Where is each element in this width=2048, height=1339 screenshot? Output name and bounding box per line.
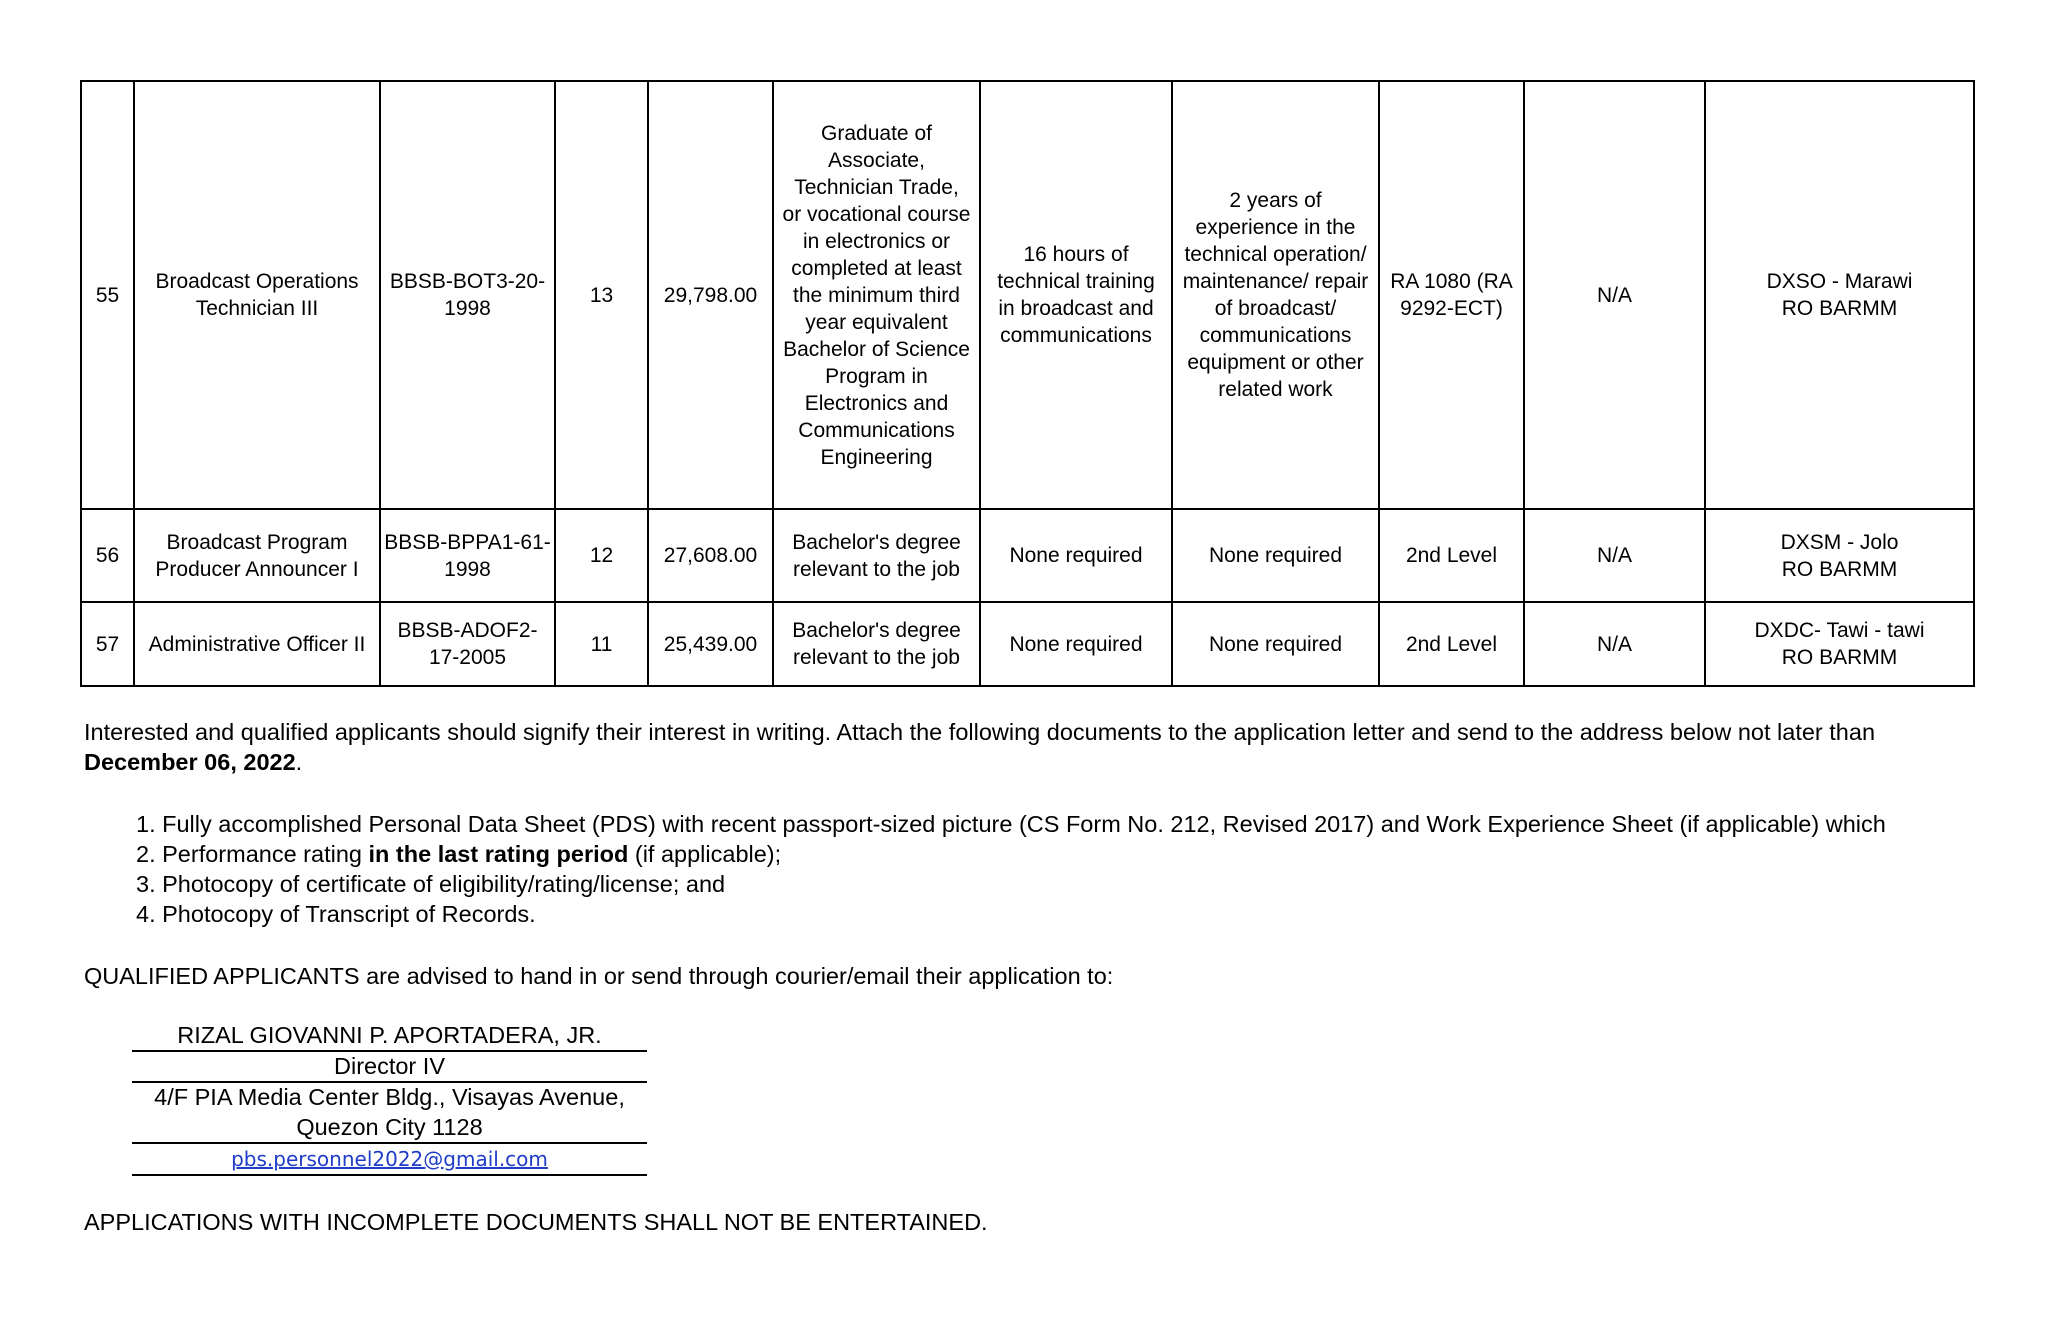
competency: N/A [1524,602,1705,686]
place-of-assignment: DXSO - Marawi RO BARMM [1705,81,1974,509]
deadline-period: . [295,749,303,775]
monthly-salary: 25,439.00 [648,602,773,686]
training-requirement: None required [980,509,1172,602]
list-item: 3. Photocopy of certificate of eligibility/rating/license; and [136,871,726,897]
contact-address [132,1082,647,1144]
application-instructions [84,717,1875,777]
table-row [81,602,1974,686]
contact-name [132,1020,647,1052]
deadline-line [84,747,1875,777]
plantilla-item-number: BBSB-BPPA1-61- 1998 [380,509,555,602]
position-title: Broadcast Program Producer Announcer I [134,509,380,602]
monthly-salary: 27,608.00 [648,509,773,602]
requirements-list [136,809,1886,929]
requirement-emphasis: in the last rating period [368,841,629,867]
plantilla-item-number: BBSB-BOT3-20- 1998 [380,81,555,509]
experience-requirement: None required [1172,509,1379,602]
experience-requirement: None required [1172,602,1379,686]
education-requirement: Bachelor's degree relevant to the job [773,602,980,686]
experience-requirement: 2 years of experience in the technical operation/ maintenance/ repair of broadcast/ communications equipment or other related work [1172,81,1379,509]
position-title: Broadcast Operations Technician III [134,81,380,509]
training-requirement: 16 hours of technical training in broadcast and communications [980,81,1172,509]
salary-grade: 11 [555,602,648,686]
list-item: 1. Fully accomplished Personal Data Sheet (PDS) with recent passport-sized picture (CS Form No. 212, Revised 2017) and Work Experience Sheet (if applicable) which [136,811,1886,837]
contact-name-text: RIZAL GIOVANNI P. APORTADERA, JR. [132,1020,647,1052]
requirement-text: 2. Performance rating [136,841,369,867]
instructions-text: Interested and qualified applicants should signify their interest in writing. Attach the following documents to the application letter and send to the address below not later than [84,719,1876,745]
row-number: 56 [81,509,134,602]
closing-notice: APPLICATIONS WITH INCOMPLETE DOCUMENTS SHALL NOT BE ENTERTAINED. [84,1209,988,1235]
table-row [81,81,1974,509]
email-link[interactable]: pbs.personnel2022@gmail.com [231,1147,548,1171]
requirement-text: (if applicable); [628,841,782,867]
list-item [136,839,1886,869]
vacancy-table [80,80,1975,687]
salary-grade: 12 [555,509,648,602]
contact-title-text: Director IV [132,1051,647,1083]
row-number: 55 [81,81,134,509]
eligibility-requirement: RA 1080 (RA 9292-ECT) [1379,81,1524,509]
position-title: Administrative Officer II [134,602,380,686]
contact-email [132,1143,647,1176]
row-number: 57 [81,602,134,686]
table-row [81,509,1974,602]
deadline-date: December 06, 2022 [84,749,296,775]
training-requirement: None required [980,602,1172,686]
education-requirement: Graduate of Associate, Technician Trade, or vocational course in electronics or completed at least the minimum third year equivalent Bachelor of Science Program in Electronics and Communications Engineering [773,81,980,509]
salary-grade: 13 [555,81,648,509]
place-of-assignment: DXDC- Tawi - tawi RO BARMM [1705,602,1974,686]
place-of-assignment: DXSM - Jolo RO BARMM [1705,509,1974,602]
plantilla-item-number: BBSB-ADOF2- 17-2005 [380,602,555,686]
contact-title [132,1051,647,1083]
competency: N/A [1524,509,1705,602]
submission-advice: QUALIFIED APPLICANTS are advised to hand in or send through courier/email their application to: [84,963,1114,989]
eligibility-requirement: 2nd Level [1379,509,1524,602]
contact-address-text: 4/F PIA Media Center Bldg., Visayas Avenue, Quezon City 1128 [132,1082,647,1144]
list-item: 4. Photocopy of Transcript of Records. [136,901,536,927]
eligibility-requirement: 2nd Level [1379,602,1524,686]
competency: N/A [1524,81,1705,509]
education-requirement: Bachelor's degree relevant to the job [773,509,980,602]
monthly-salary: 29,798.00 [648,81,773,509]
